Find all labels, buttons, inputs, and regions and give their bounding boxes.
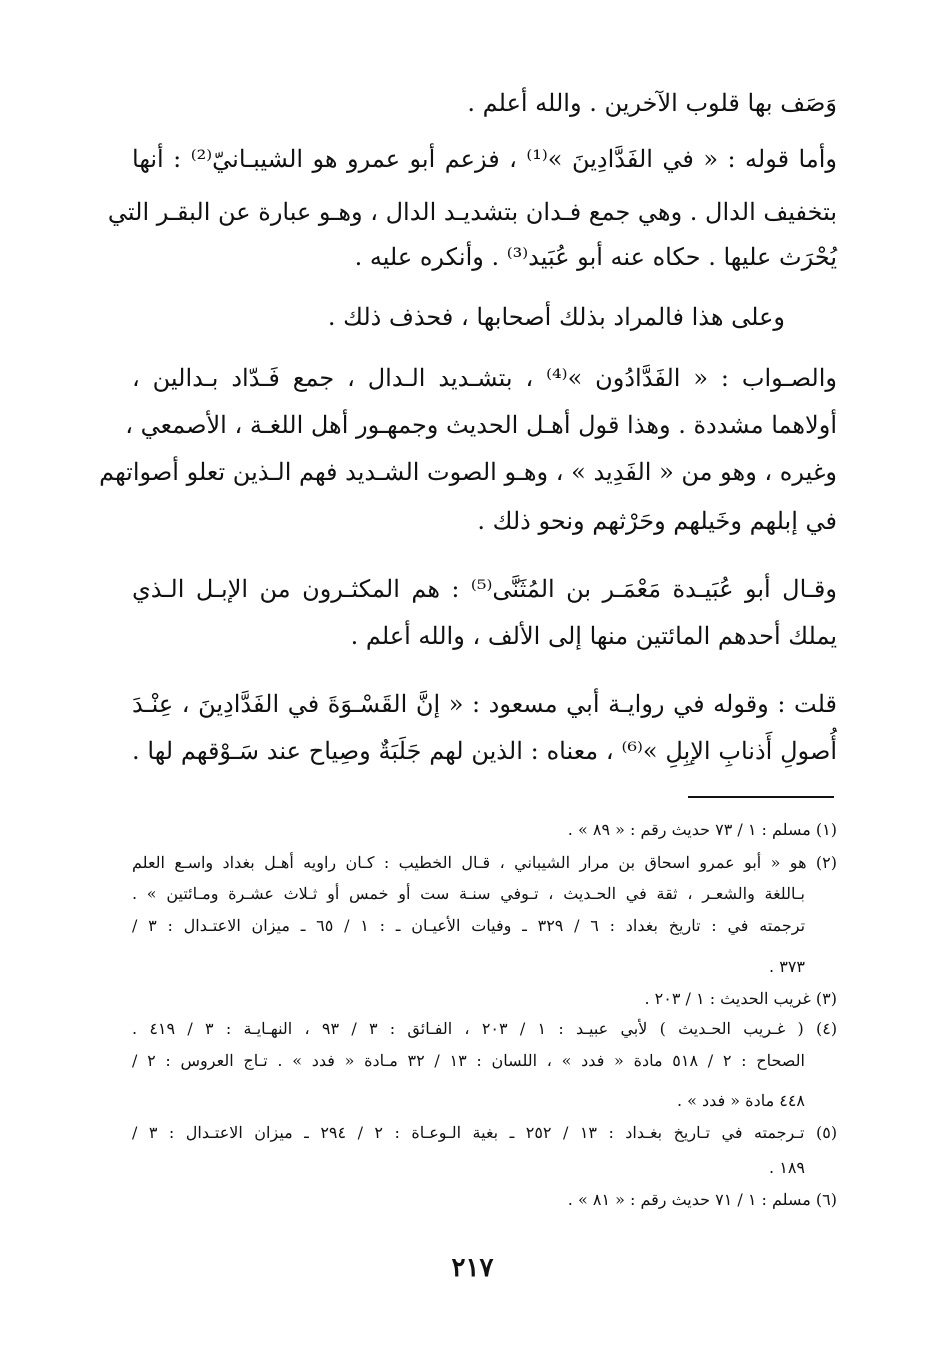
footnote-line: (٥) تـرجمته في تـاريخ بغـداد : ١٣ / ٢٥٢ ـ بغية الـوعـاة : ٢ / ٢٩٤ ـ ميزان الاعتـدال : ٣ / (132, 1123, 838, 1142)
body-line: وأما قوله : « في الفَدَّادِينَ »⁽¹⁾ ، فزعم أبو عمرو هو الشيبـانيّ⁽²⁾ : أنها (132, 145, 837, 173)
footnote-line: (٣) غريب الحديث : ١ / ٢٠٣ . (644, 989, 837, 1008)
body-line: يملك أحدهم المائتين منها إلى الألف ، والله أعلم . (350, 622, 837, 650)
footnote-separator (688, 796, 834, 798)
footnote-line: (٤) ( غـريب الحـديث ) لأبي عبيـد : ١ / ٢٠٣ ، الفـائق : ٣ / ٩٣ ، النهـايـة : ٣ / ٤١٩ . (132, 1019, 838, 1038)
footnote-line: ٤٤٨ مادة « فدد » . (677, 1091, 805, 1110)
footnote-line: بـاللغة والشعـر ، ثقة في الحـديث ، تـوفي سنـة ست أو خمس أو ثـلاث عشـرة ومـائتين » . (132, 884, 805, 903)
body-line: يُحْرَث عليها . حكاه عنه أبو عُبَيد⁽³⁾ . وأنكره عليه . (354, 243, 837, 271)
body-line: في إبلهم وخَيلهم وحَرْثهم ونحو ذلك . (477, 507, 837, 535)
footnote-line: الصحاح : ٢ / ٥١٨ مادة « فدد » ، اللسان : ١٣ / ٣٢ مـادة « فدد » . تـاج العروس : ٢ / (132, 1051, 806, 1070)
page-number: ٢١٧ (451, 1253, 494, 1283)
body-line: وَصَف بها قلوب الآخرين . والله أعلم . (467, 89, 837, 117)
body-line: وعلى هذا فالمراد بذلك أصحابها ، فحذف ذلك . (327, 303, 785, 331)
footnote-line: ١٨٩ . (769, 1158, 805, 1177)
footnote-line: ٣٧٣ . (769, 957, 805, 976)
footnote-line: (٦) مسلم : ١ / ٧١ حديث رقم : « ٨١ » . (567, 1190, 837, 1209)
body-line: وغيره ، وهو من « الفَدِيد » ، وهـو الصوت الشـديد فهم الـذين تعلو أصواتهم (99, 458, 837, 486)
body-line: أُصولِ أَذنابِ الإبِلِ »⁽⁶⁾ ، معناه : الذين لهم جَلَبَةٌ وصِياح عند سَـوْقهم لها . (132, 737, 838, 765)
footnote-line: ترجمته في : تاريخ بغداد : ٦ / ٣٢٩ ـ وفيات الأعيـان ـ : ١ / ٦٥ ـ ميزان الاعتـدال : ٣ / (132, 916, 806, 935)
footnote-line: (٢) هو « أبو عمرو اسحاق بن مرار الشيباني ، قـال الخطيب : كـان راويه أهـل بغداد واسـع العلم (132, 853, 837, 872)
body-line: أولاهما مشددة . وهذا قول أهـل الحديث وجمهـور أهل اللغـة ، الأصمعي ، (125, 411, 837, 439)
body-line: قلت : وقوله في روايـة أبي مسعود : « إنَّ القَسْـوَةَ في الفَدَّادِينَ ، عِنْـدَ (132, 690, 837, 718)
body-line: وقـال أبو عُبَيـدة مَعْمَـر بن المُثَنَّى⁽⁵⁾ : هم المكثـرون من الإبـل الـذي (132, 575, 837, 603)
body-line: والصـواب : « الفَدَّادُون »⁽⁴⁾ ، بتشـديد الـدال ، جمع فَـدّاد بـدالين ، (132, 364, 837, 392)
body-line: بتخفيف الدال . وهي جمع فـدان بتشديـد الدال ، وهـو عبارة عن البقـر التي (107, 198, 837, 226)
footnote-line: (١) مسلم : ١ / ٧٣ حديث رقم : « ٨٩ » . (567, 820, 837, 839)
